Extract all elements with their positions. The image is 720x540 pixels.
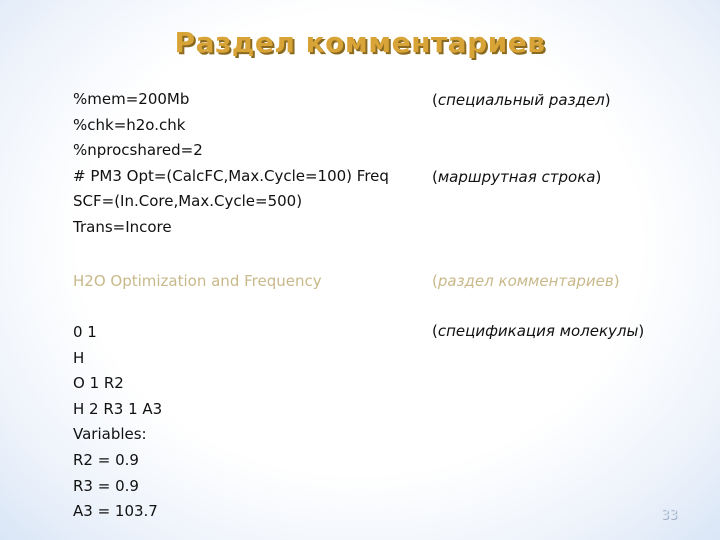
code-line: R3 = 0.9: [73, 476, 139, 495]
code-line: %mem=200Mb: [73, 90, 190, 108]
label-comment-text: раздел комментариев: [437, 272, 614, 290]
code-line: H 2 R3 1 A3: [73, 399, 163, 418]
slide-title: Раздел комментариев: [174, 26, 546, 59]
route-block: [73, 87, 389, 241]
code-line: # PM3 Opt=(CalcFC,Max.Cycle=100) Freq: [73, 166, 389, 185]
code-line: SCF=(In.Core,Max.Cycle=500): [73, 192, 303, 211]
code-line: Variables:: [73, 425, 147, 444]
label-special-section: (специальный раздел): [432, 91, 611, 109]
comment-line: H2O Optimization and Frequency: [73, 272, 322, 290]
code-line: 0 1: [73, 323, 97, 341]
code-line: H: [73, 348, 85, 367]
label-route-line: (маршрутная строка): [432, 168, 602, 186]
label-molecule-text: спецификация молекулы: [437, 322, 639, 340]
code-line: R2 = 0.9: [73, 450, 139, 469]
page-number: 33: [661, 508, 678, 523]
code-line: O 1 R2: [73, 374, 124, 393]
label-comment-section: (раздел комментариев): [432, 272, 620, 290]
code-line: A3 = 103.7: [73, 502, 158, 521]
code-line: %nprocshared=2: [73, 141, 203, 160]
label-route-text: маршрутная строка: [437, 168, 596, 186]
code-line: Trans=Incore: [73, 217, 172, 236]
molecule-block: [73, 320, 162, 525]
label-special-text: специальный раздел: [437, 91, 605, 109]
label-molecule-spec: (спецификация молекулы): [432, 322, 645, 340]
code-line: %chk=h2o.chk: [73, 115, 186, 134]
